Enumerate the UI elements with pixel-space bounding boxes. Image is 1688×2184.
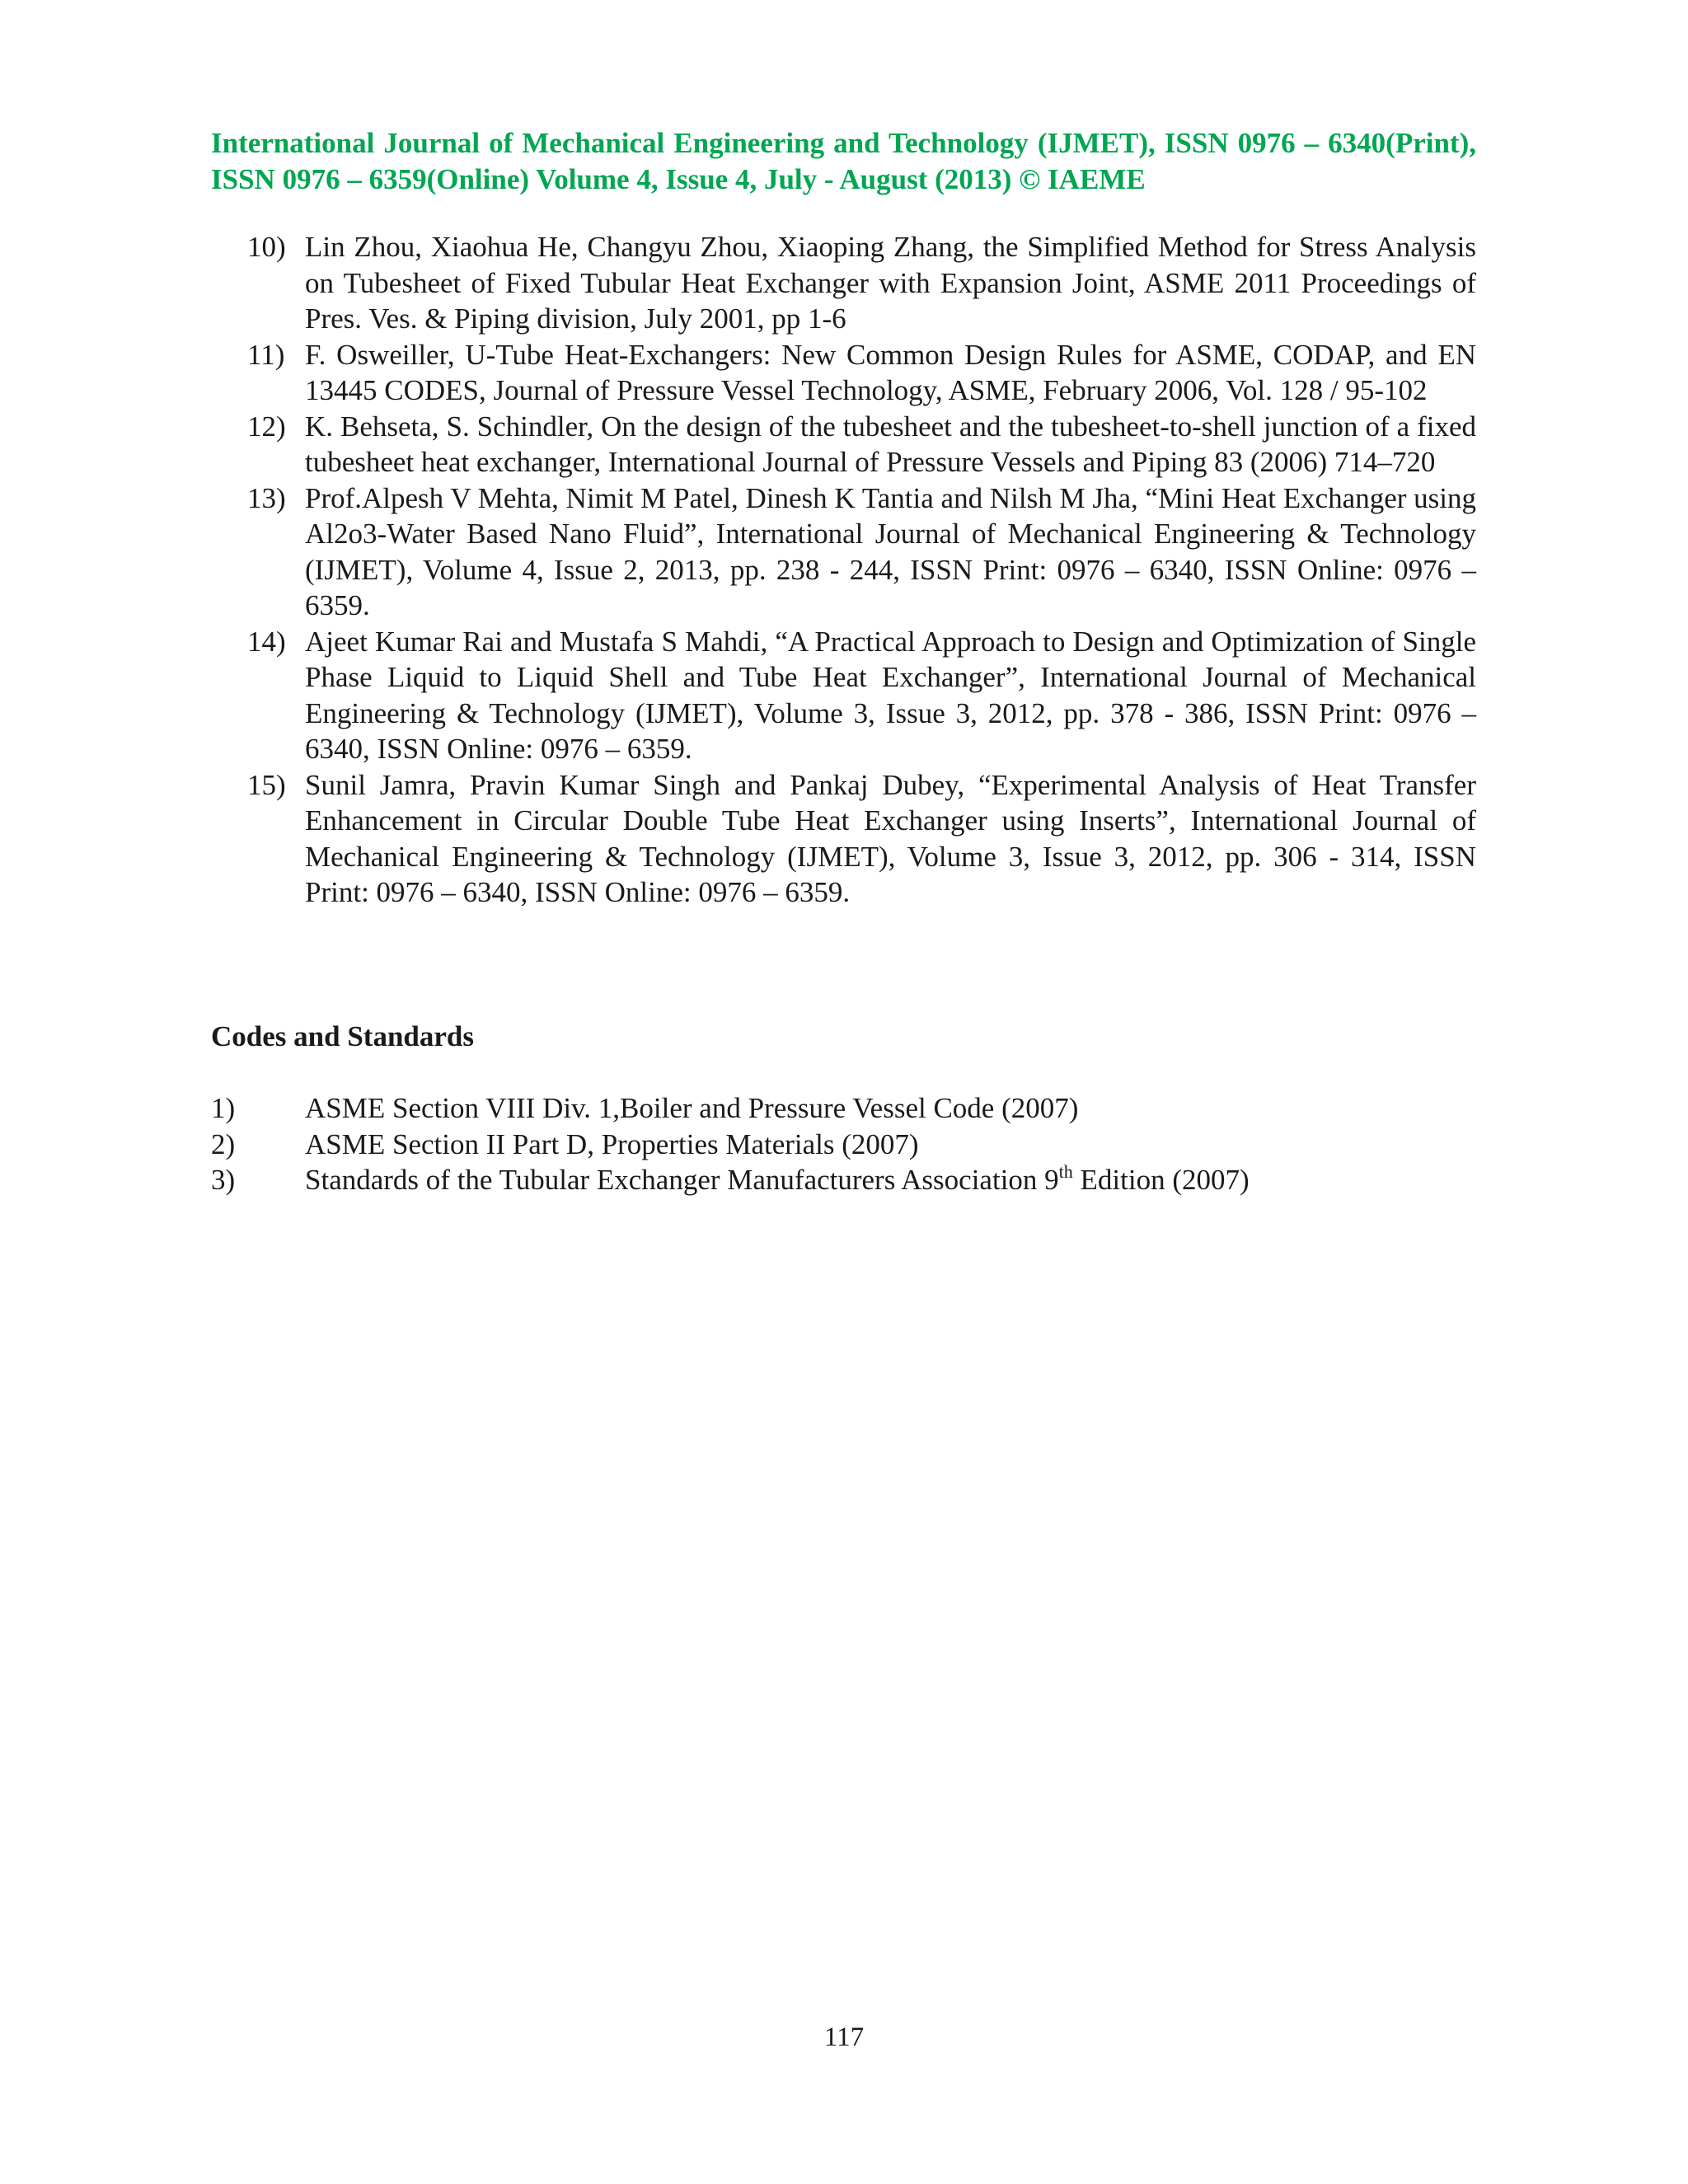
reference-item-14 [211,624,1476,767]
standard-number: 3) [211,1164,236,1196]
journal-header: International Journal of Mechanical Engineering and Technology (IJMET), ISSN 0976 – 6340(Print), ISSN 0976 – 6359(Online) Volume 4, Issue 4, July - August (2013) © IAEME [211,127,1476,195]
reference-number: 14) [247,625,286,658]
section-heading-codes-standards: Codes and Standards [211,1020,474,1052]
reference-number: 11) [247,338,285,371]
standard-text: ASME Section II Part D, Properties Materials (2007) [305,1127,919,1160]
reference-text: Lin Zhou, Xiaohua He, Changyu Zhou, Xiaoping Zhang, the Simplified Method for Stress Analysis on Tubesheet of Fixed Tubular Heat Exchanger with Expansion Joint, ASME 2011 Proceedings of Pres. Ves. & Piping division, July 2001, pp 1-6 [305,231,1476,335]
standard-text-before: Standards of the Tubular Exchanger Manufacturers Association 9 [305,1164,1059,1196]
standard-number: 1) [211,1092,236,1124]
reference-text: Prof.Alpesh V Mehta, Nimit M Patel, Dinesh K Tantia and Nilsh M Jha, “Mini Heat Exchanger using Al2o3-Water Based Nano Fluid”, International Journal of Mechanical Engineering & Technology (IJMET), Volume 4, Issue 2, 2013, pp. 238 - 244, ISSN Print: 0976 – 6340, ISSN Online: 0976 – 6359. [305,481,1476,621]
page-number: 117 [823,2022,865,2052]
reference-number: 12) [247,410,286,443]
reference-text: F. Osweiller, U-Tube Heat-Exchangers: New Common Design Rules for ASME, CODAP, and EN 13445 CODES, Journal of Pressure Vessel Technology, ASME, February 2006, Vol. 128 / 95-102 [305,338,1476,406]
reference-number: 13) [247,481,286,514]
standard-number: 2) [211,1127,236,1160]
standard-item-1 [211,1090,1476,1127]
standard-item-2 [211,1127,1476,1163]
reference-text: K. Behseta, S. Schindler, On the design of the tubesheet and the tubesheet-to-shell junction of a fixed tubesheet heat exchanger, International Journal of Pressure Vessels and Piping 83 (2006) 714–720 [305,410,1476,478]
reference-item-11 [211,337,1476,409]
reference-text: Ajeet Kumar Rai and Mustafa S Mahdi, “A Practical Approach to Design and Optimization of Single Phase Liquid to Liquid Shell and Tube Heat Exchanger”, International Journal of Mechanical Engineering & Technology (IJMET), Volume 3, Issue 3, 2012, pp. 378 - 386, ISSN Print: 0976 – 6340, ISSN Online: 0976 – 6359. [305,625,1476,765]
reference-number: 15) [247,768,286,801]
reference-item-15 [211,767,1476,911]
reference-item-10 [211,229,1476,337]
reference-text: Sunil Jamra, Pravin Kumar Singh and Pankaj Dubey, “Experimental Analysis of Heat Transfer Enhancement in Circular Double Tube Heat Exchanger using Inserts”, International Journal of Mechanical Engineering & Technology (IJMET), Volume 3, Issue 3, 2012, pp. 306 - 314, ISSN Print: 0976 – 6340, ISSN Online: 0976 – 6359. [305,768,1476,908]
reference-number: 10) [247,231,286,263]
standard-text-after: Edition (2007) [1072,1164,1250,1196]
reference-item-13 [211,480,1476,624]
standard-item-3 [211,1162,1476,1198]
reference-list [211,229,1476,911]
standards-list [211,1090,1476,1198]
reference-item-12 [211,409,1476,480]
standard-text: ASME Section VIII Div. 1,Boiler and Pressure Vessel Code (2007) [305,1092,1079,1124]
standard-superscript: th [1058,1161,1073,1182]
